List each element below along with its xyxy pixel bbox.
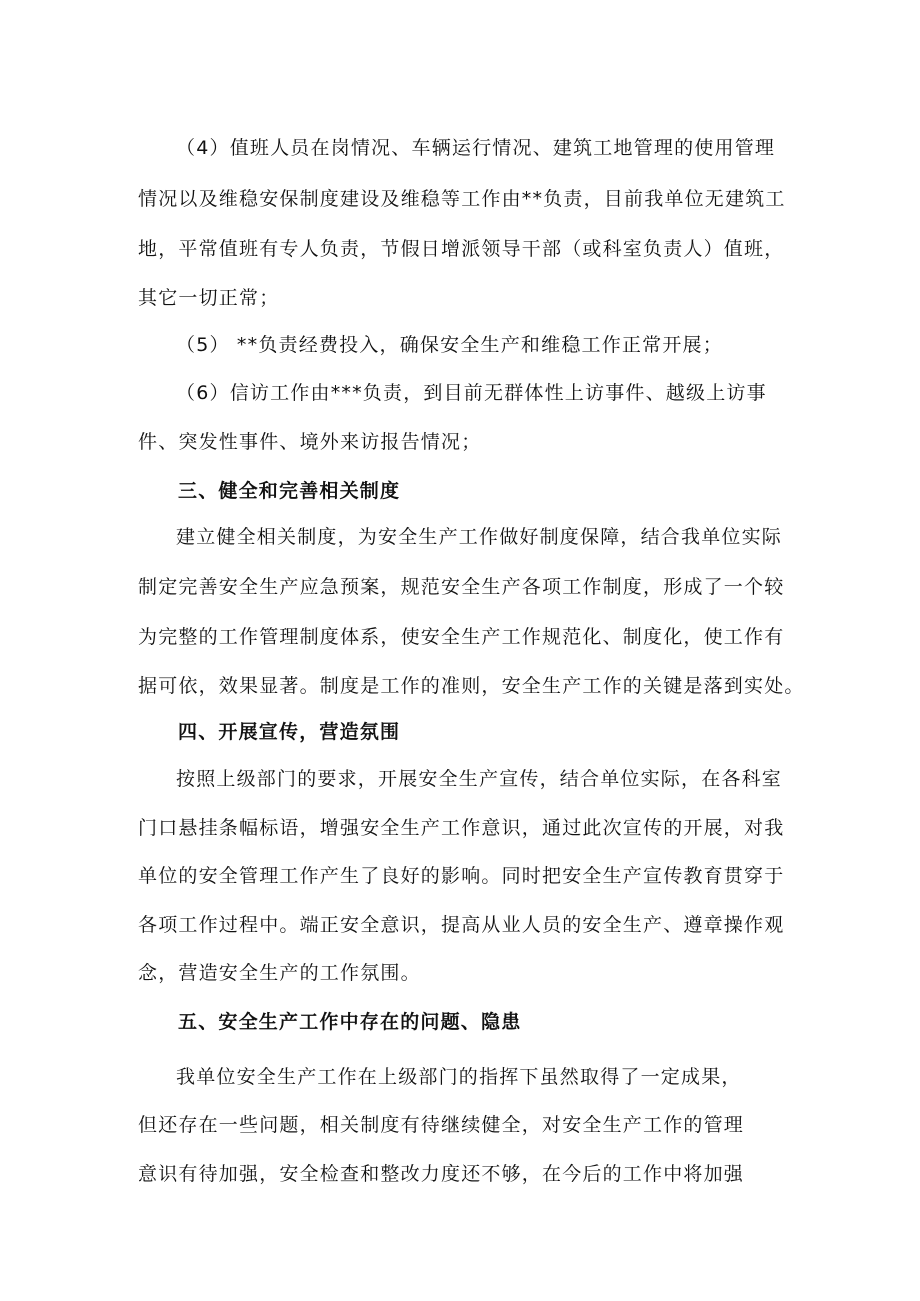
paragraph-item-6-line-1: （6）信访工作由***负责，到目前无群体性上访事件、越级上访事: [176, 382, 767, 404]
section-3-line-4: 据可依，效果显著。制度是工作的准则，安全生产工作的关键是落到实处。: [138, 675, 805, 697]
paragraph-item-6-line-2: 件、突发性事件、境外来访报告情况；: [138, 431, 482, 453]
section-5-line-3: 意识有待加强，安全检查和整改力度还不够，在今后的工作中将加强: [138, 1163, 745, 1185]
section-4-line-4: 各项工作过程中。端正安全意识，提高从业人员的安全生产、遵章操作观: [138, 914, 785, 936]
section-4-line-2: 门口悬挂条幅标语，增强安全生产工作意识，通过此次宣传的开展，对我: [138, 817, 785, 839]
section-5-line-2: 但还存在一些问题，相关制度有待继续健全，对安全生产工作的管理: [138, 1114, 745, 1136]
section-4-line-5: 念，营造安全生产的工作氛围。: [138, 962, 421, 984]
paragraph-item-4-line-2: 情况以及维稳安保制度建设及维稳等工作由**负责，目前我单位无建筑工: [138, 188, 786, 210]
paragraph-item-4-line-4: 其它一切正常；: [138, 287, 280, 309]
section-3-line-1: 建立健全相关制度，为安全生产工作做好制度保障，结合我单位实际: [176, 526, 783, 548]
paragraph-item-5: （5） **负责经费投入，确保安全生产和维稳工作正常开展；: [176, 334, 723, 356]
paragraph-item-4-line-1: （4）值班人员在岗情况、车辆运行情况、建筑工地管理的使用管理: [176, 137, 776, 159]
section-heading-3: 三、健全和完善相关制度: [178, 480, 401, 502]
section-4-line-1: 按照上级部门的要求，开展安全生产宣传，结合单位实际，在各科室: [176, 768, 783, 790]
section-heading-4: 四、开展宣传，营造氛围: [178, 721, 401, 743]
section-4-line-3: 单位的安全管理工作产生了良好的影响。同时把安全生产宣传教育贯穿于: [138, 865, 785, 887]
section-3-line-3: 为完整的工作管理制度体系，使安全生产工作规范化、制度化，使工作有: [138, 626, 785, 648]
section-3-line-2: 制定完善安全生产应急预案，规范安全生产各项工作制度，形成了一个较: [138, 576, 785, 598]
section-heading-5: 五、安全生产工作中存在的问题、隐患: [178, 1011, 522, 1033]
section-5-line-1: 我单位安全生产工作在上级部门的指挥下虽然取得了一定成果，: [176, 1066, 742, 1088]
paragraph-item-4-line-3: 地，平常值班有专人负责，节假日增派领导干部（或科室负责人）值班，: [138, 238, 785, 260]
